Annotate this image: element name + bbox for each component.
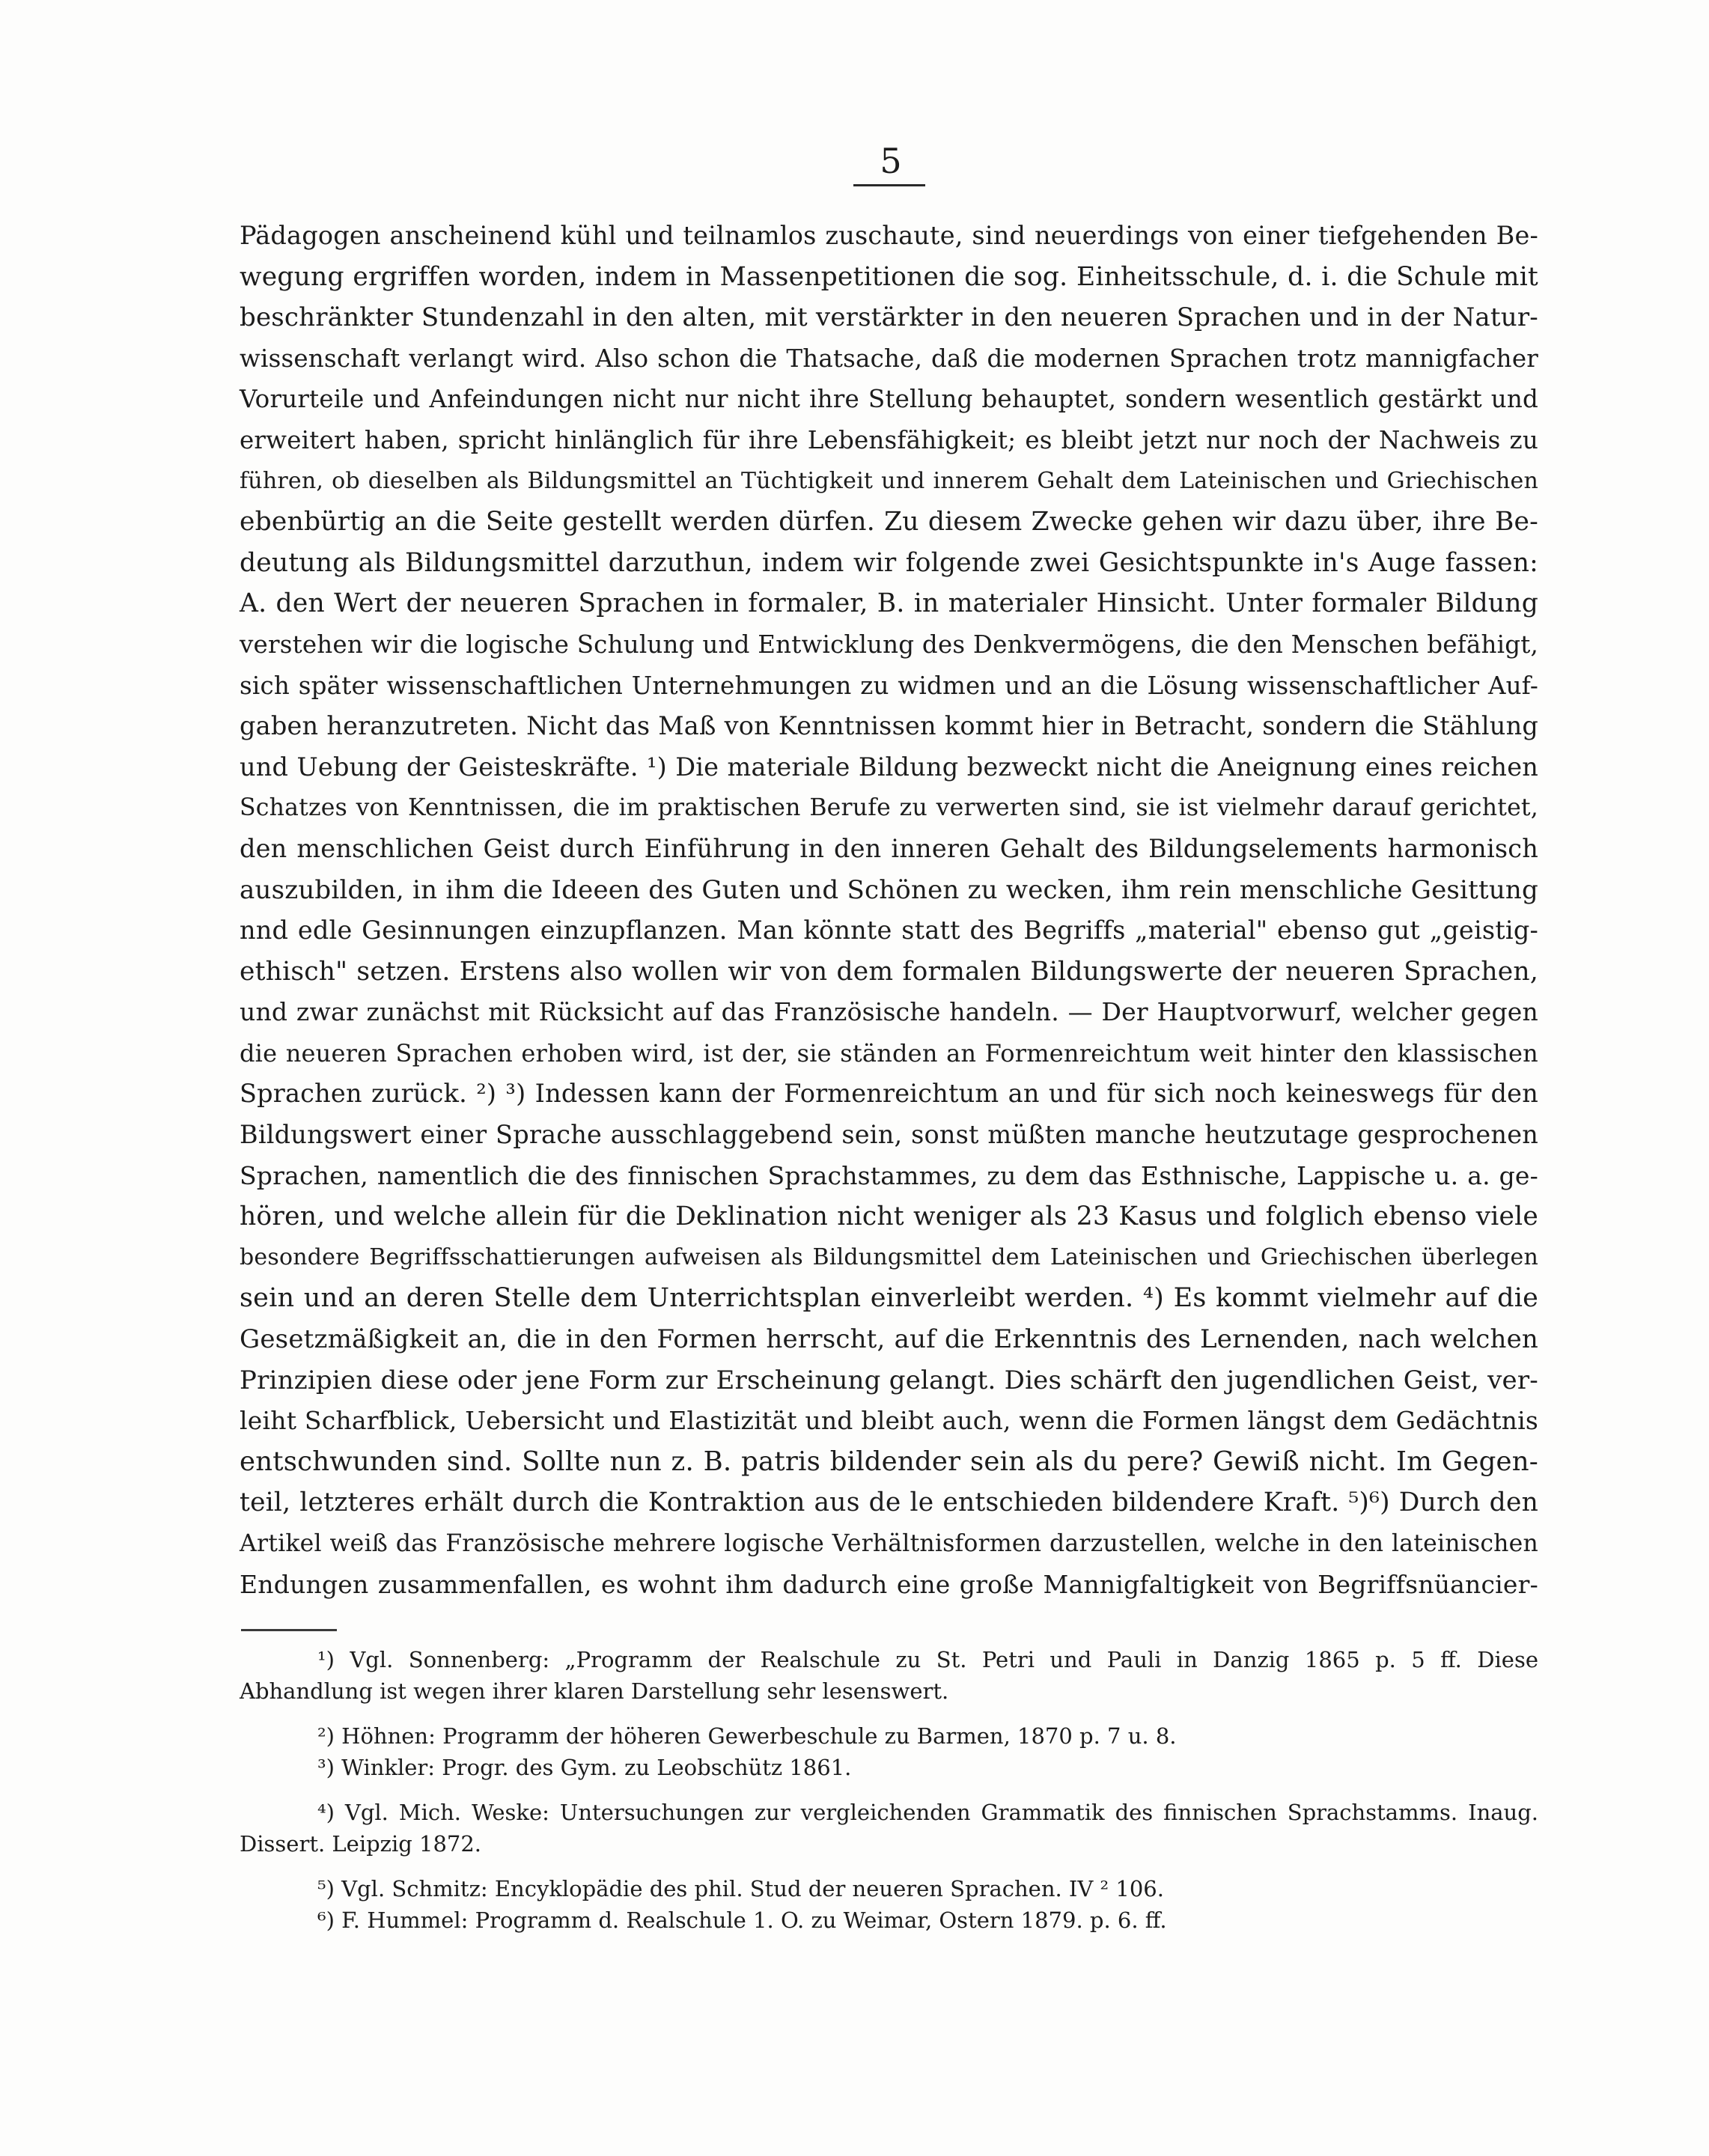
body-line: Gesetzmäßigkeit an, die in den Formen herrscht, auf die Erkenntnis des Lernenden, nach welchen: [240, 1324, 1538, 1355]
page-number: 5: [880, 141, 902, 181]
footnote-spacer: [240, 1783, 1538, 1797]
footnote-line: ⁶) F. Hummel: Programm d. Realschule 1. O. zu Weimar, Ostern 1879. p. 6. ff.: [317, 1907, 1167, 1933]
body-line: nnd edle Gesinnungen einzupflanzen. Man könnte statt des Begriffs „material" ebenso gut „geistig-: [240, 916, 1538, 945]
body-line: den menschlichen Geist durch Einführung in den inneren Gehalt des Bildungselements harmonisch: [240, 833, 1538, 863]
body-line: Bildungswert einer Sprache ausschlaggebend sein, sonst müßten manche heutzutage gesprochenen: [240, 1120, 1538, 1150]
footnote-line: ⁴) Vgl. Mich. Weske: Untersuchungen zur vergleichenden Grammatik des finnischen Sprachstamms. Inaug.: [317, 1800, 1538, 1825]
body-line: ethisch" setzen. Erstens also wollen wir von dem formalen Bildungswerte der neueren Sprachen,: [240, 956, 1538, 987]
footnote-spacer: [240, 1707, 1538, 1720]
body-line: Vorurteile und Anfeindungen nicht nur nicht ihre Stellung behauptet, sondern wesentlich gestärkt und: [240, 385, 1538, 414]
body-line: die neueren Sprachen erhoben wird, ist der, sie ständen an Formenreichtum weit hinter den klassischen: [240, 1038, 1538, 1068]
footnote-line: ²) Höhnen: Programm der höheren Gewerbeschule zu Barmen, 1870 p. 7 u. 8.: [317, 1723, 1177, 1749]
body-line: Prinzipien diese oder jene Form zur Erscheinung gelangt. Dies schärft den jugendlichen Geist, ver-: [240, 1365, 1538, 1395]
body-line: führen, ob dieselben als Bildungsmittel an Tüchtigkeit und innerem Gehalt dem Lateinischen und Griechischen: [240, 467, 1538, 494]
body-line: beschränkter Stundenzahl in den alten, mit verstärkter in den neueren Sprachen und in der Natur-: [240, 302, 1538, 333]
body-line: hören, und welche allein für die Deklination nicht weniger als 23 Kasus und folglich ebenso viele: [240, 1202, 1538, 1232]
body-line: sein und an deren Stelle dem Unterrichtsplan einverleibt werden. ⁴) Es kommt vielmehr auf die: [240, 1283, 1538, 1314]
body-line: erweitert haben, spricht hinlänglich für ihre Lebensfähigkeit; es bleibt jetzt nur noch der Nachweis zu: [240, 425, 1538, 454]
body-line: deutung als Bildungsmittel darzuthun, indem wir folgende zwei Gesichtspunkte in's Auge fassen:: [240, 547, 1538, 578]
footnote-line: ¹) Vgl. Sonnenberg: „Programm der Realschule zu St. Petri und Pauli in Danzig 1865 p. 5 ff. Diese: [317, 1647, 1538, 1672]
footnote-line: ⁵) Vgl. Schmitz: Encyklopädie des phil. Stud der neueren Sprachen. IV ² 106.: [317, 1876, 1164, 1901]
body-line: A. den Wert der neueren Sprachen in formaler, B. in materialer Hinsicht. Unter formaler Bildung: [240, 588, 1538, 619]
body-text: [240, 216, 1538, 1605]
body-line: Sprachen, namentlich die des finnischen Sprachstammes, zu dem das Esthnische, Lappische u. a. ge-: [240, 1160, 1538, 1190]
footnote-line: Abhandlung ist wegen ihrer klaren Darstellung sehr lesenswert.: [240, 1678, 949, 1704]
body-line: Endungen zusammenfallen, es wohnt ihm dadurch eine große Mannigfaltigkeit von Begriffsnüancier-: [240, 1569, 1538, 1599]
footnote-spacer: [240, 1860, 1538, 1873]
body-line: Artikel weiß das Französische mehrere logische Verhältnisformen darzustellen, welche in den lateinischen: [240, 1530, 1538, 1557]
footnotes: [240, 1644, 1538, 1936]
body-line: Schatzes von Kenntnissen, die im praktischen Berufe zu verwerten sind, sie ist vielmehr darauf gerichtet,: [240, 794, 1538, 822]
body-line: entschwunden sind. Sollte nun z. B. patris bildender sein als du pere? Gewiß nicht. Im Gegen-: [240, 1446, 1538, 1477]
body-line: verstehen wir die logische Schulung und Entwicklung des Denkvermögens, die den Menschen befähigt,: [240, 630, 1538, 659]
body-line: gaben heranzutreten. Nicht das Maß von Kenntnissen kommt hier in Betracht, sondern die Stählung: [240, 711, 1538, 741]
body-line: auszubilden, in ihm die Ideeen des Guten und Schönen zu wecken, ihm rein menschliche Gesittung: [240, 874, 1538, 905]
body-line: sich später wissenschaftlichen Unternehmungen zu widmen und an die Lösung wissenschaftlicher Auf-: [240, 671, 1538, 700]
footnote-rule: [241, 1629, 337, 1631]
body-line: leiht Scharfblick, Uebersicht und Elastizität und bleibt auch, wenn die Formen längst dem Gedächtnis: [240, 1406, 1538, 1436]
body-line: Sprachen zurück. ²) ³) Indessen kann der Formenreichtum an und für sich noch keineswegs für den: [240, 1079, 1538, 1109]
page-number-rule: [853, 184, 925, 186]
body-line: teil, letzteres erhält durch die Kontraktion aus de le entschieden bildendere Kraft. ⁵)⁶) Durch den: [240, 1487, 1538, 1518]
body-line: wegung ergriffen worden, indem in Massenpetitionen die sog. Einheitsschule, d. i. die Schule mit: [240, 261, 1538, 292]
body-line: und zwar zunächst mit Rücksicht auf das Französische handeln. — Der Hauptvorwurf, welcher gegen: [240, 997, 1538, 1027]
footnote-line: ³) Winkler: Progr. des Gym. zu Leobschütz 1861.: [317, 1755, 852, 1780]
footnote-line: Dissert. Leipzig 1872.: [240, 1831, 482, 1857]
body-line: ebenbürtig an die Seite gestellt werden dürfen. Zu diesem Zwecke gehen wir dazu über, ihre Be-: [240, 507, 1538, 538]
body-line: besondere Begriffsschattierungen aufweisen als Bildungsmittel dem Lateinischen und Griechischen überlegen: [240, 1243, 1538, 1270]
body-line: und Uebung der Geisteskräfte. ¹) Die materiale Bildung bezweckt nicht die Aneignung eines reichen: [240, 752, 1538, 782]
body-line: Pädagogen anscheinend kühl und teilnamlos zuschaute, sind neuerdings von einer tiefgehenden Be-: [240, 221, 1538, 250]
body-line: wissenschaft verlangt wird. Also schon die Thatsache, daß die modernen Sprachen trotz mannigfacher: [240, 344, 1538, 373]
